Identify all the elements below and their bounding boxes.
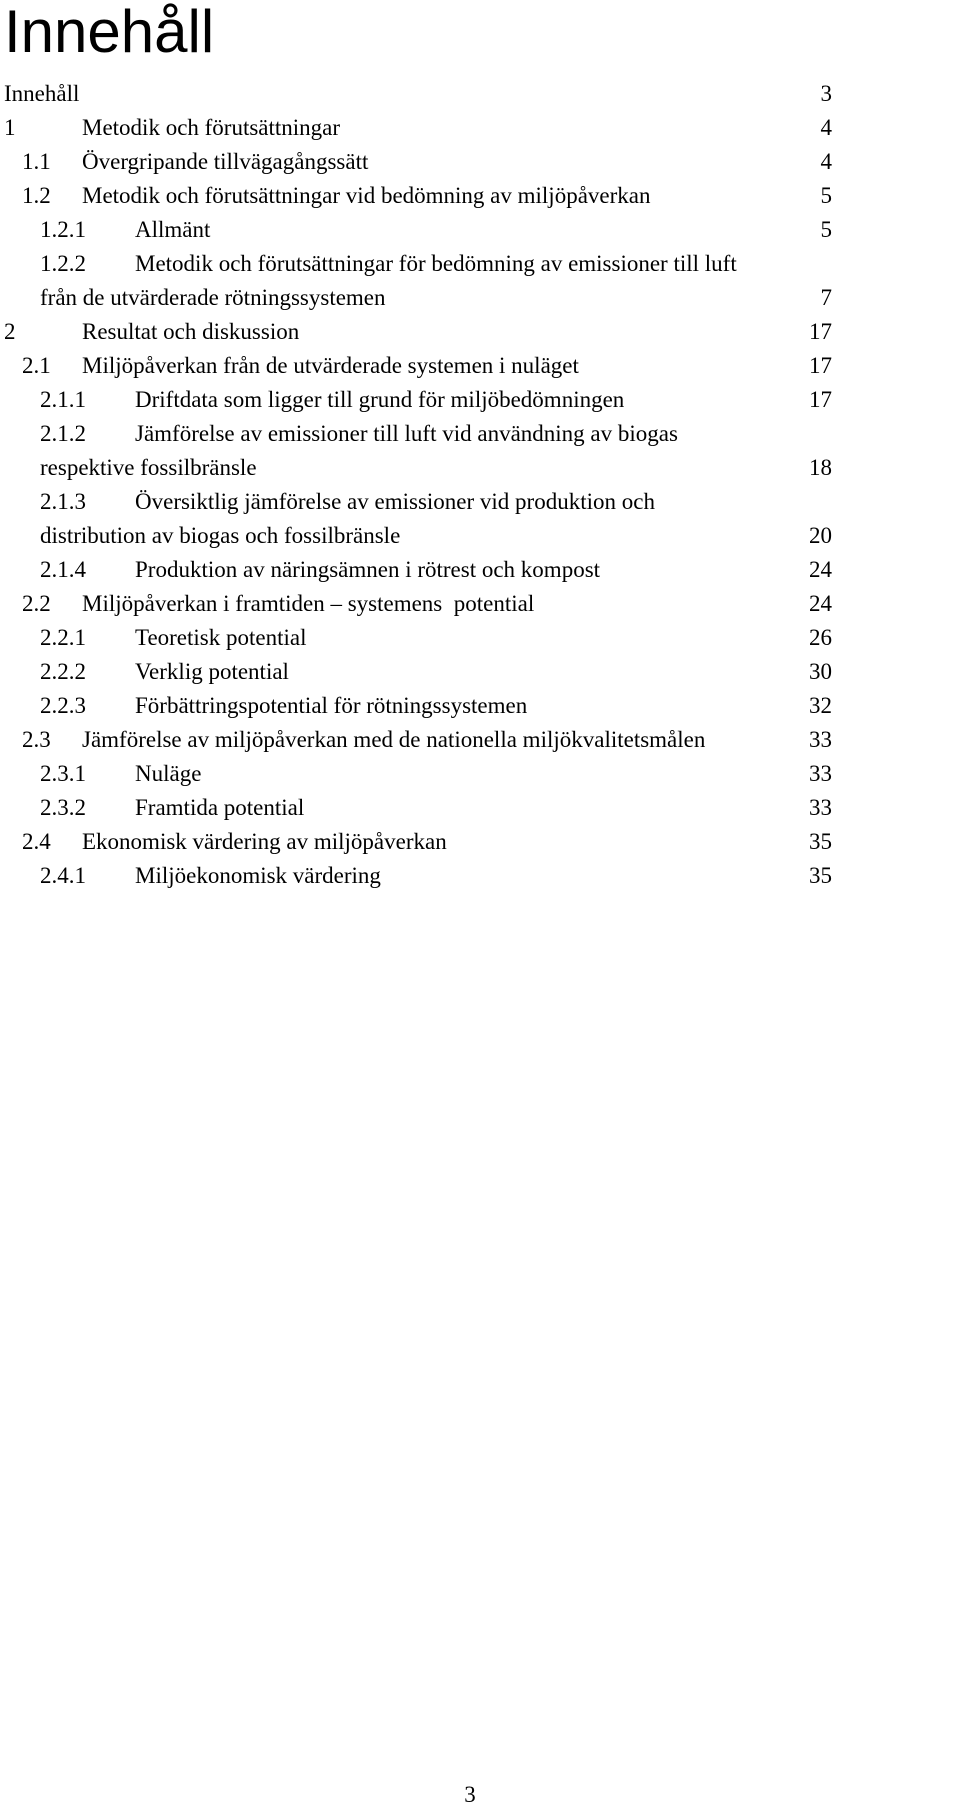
toc-entry-2-4-1[interactable] <box>4 858 832 894</box>
toc-entry-number: 1.2.1 <box>40 217 86 242</box>
toc-entry-2-3-2[interactable] <box>4 790 832 826</box>
toc-entry-number: 2.2.3 <box>40 693 86 718</box>
toc-entry-title: Produktion av näringsämnen i rötrest och kompost <box>135 557 601 582</box>
toc-entry-title: Innehåll <box>4 81 80 106</box>
toc-entry-2-2-2[interactable] <box>4 654 832 690</box>
page-number-footer: 3 <box>464 1782 476 1807</box>
toc-entry-number: 2.3.2 <box>40 795 86 820</box>
toc-entry-number: 2.1.1 <box>40 387 86 412</box>
toc-entry-title: Metodik och förutsättningar för bedömning av emissioner till luft <box>135 251 737 276</box>
toc-entry-2-3[interactable] <box>4 722 832 758</box>
toc-entry-title: Ekonomisk värdering av miljöpåverkan <box>82 829 447 854</box>
toc-entry-2-2-3[interactable] <box>4 688 832 724</box>
toc-entry-title: Miljöpåverkan i framtiden – systemens potential <box>82 591 535 616</box>
toc-entry-2-1-3-continued[interactable] <box>4 518 832 554</box>
toc-entry-2-1-1[interactable] <box>4 382 832 418</box>
toc-entry-title: Jämförelse av emissioner till luft vid användning av biogas <box>135 421 678 446</box>
toc-entry-title: Metodik och förutsättningar <box>82 115 341 140</box>
toc-entry-number: 1 <box>4 115 16 140</box>
toc-entry-page: 5 <box>820 183 832 208</box>
toc-entry-number: 1.1 <box>22 149 51 174</box>
page-heading: Innehåll <box>4 0 215 65</box>
toc-entry-number: 2.1.4 <box>40 557 86 582</box>
toc-entry-page: 32 <box>809 693 832 718</box>
toc-entry-number: 2.1.2 <box>40 421 86 446</box>
toc-entry-page: 17 <box>809 319 832 344</box>
toc-entry-title: Förbättringspotential för rötningssystemen <box>135 693 528 718</box>
toc-entry-page: 5 <box>820 217 832 242</box>
toc-entry-number: 2.2.2 <box>40 659 86 684</box>
toc-entry-title: Översiktlig jämförelse av emissioner vid produktion och <box>135 489 655 514</box>
toc-entry-page: 35 <box>809 863 832 888</box>
toc-entry-title: respektive fossilbränsle <box>40 455 257 480</box>
toc-entry-1-1[interactable] <box>4 144 832 180</box>
toc-entry-page: 7 <box>820 285 832 310</box>
toc-entry-title: distribution av biogas och fossilbränsle <box>40 523 401 548</box>
toc-entry-title: Övergripande tillvägagångssätt <box>82 149 369 174</box>
toc-entry-page: 17 <box>809 353 832 378</box>
toc-entry-title: Verklig potential <box>135 659 289 684</box>
toc-entry-title: Nuläge <box>135 761 202 786</box>
toc-entry-2-1-4[interactable] <box>4 552 832 588</box>
toc-entry-page: 35 <box>809 829 832 854</box>
toc-entry-1-2-2-continued[interactable] <box>4 280 832 316</box>
toc-entry-title: från de utvärderade rötningssystemen <box>40 285 386 310</box>
toc-entry-2-2-1[interactable] <box>4 620 832 656</box>
toc-entry-page: 17 <box>809 387 832 412</box>
toc-entry-page: 20 <box>809 523 832 548</box>
toc-entry-number: 2.1.3 <box>40 489 86 514</box>
toc-entry-page: 26 <box>809 625 832 650</box>
toc-entry-2-1[interactable] <box>4 348 832 384</box>
toc-entry-1-2-1[interactable] <box>4 212 832 248</box>
toc-entry-2-1-2-continued[interactable] <box>4 450 832 486</box>
toc-entry-number: 2.3 <box>22 727 51 752</box>
toc-entry-page: 18 <box>809 455 832 480</box>
toc-entry-page: 24 <box>809 557 832 582</box>
toc-entry-page: 4 <box>820 115 832 140</box>
toc-entry-page: 3 <box>820 81 832 106</box>
toc-entry-title: Allmänt <box>135 217 211 242</box>
toc-entry-2-1-3[interactable] <box>4 484 832 520</box>
toc-entry-page: 4 <box>820 149 832 174</box>
toc-entry-number: 2.2 <box>22 591 51 616</box>
toc-entry-2-4[interactable] <box>4 824 832 860</box>
toc-entry-1-2[interactable] <box>4 178 832 214</box>
toc-entry-2-2[interactable] <box>4 586 832 622</box>
toc-entry-title: Jämförelse av miljöpåverkan med de nationella miljökvalitetsmålen <box>82 727 706 752</box>
toc-entry-number: 1.2 <box>22 183 51 208</box>
toc-entry-title: Metodik och förutsättningar vid bedömning av miljöpåverkan <box>82 183 651 208</box>
toc-entry-1[interactable] <box>4 110 832 146</box>
toc-entry-number: 2.1 <box>22 353 51 378</box>
toc-entry-page: 33 <box>809 727 832 752</box>
toc-entry-title: Driftdata som ligger till grund för miljöbedömningen <box>135 387 625 412</box>
toc-entry-1-2-2[interactable] <box>4 246 832 282</box>
toc-entry-title: Resultat och diskussion <box>82 319 300 344</box>
toc-entry-title: Teoretisk potential <box>135 625 307 650</box>
toc-entry-number: 2.4 <box>22 829 51 854</box>
toc-entry-number: 1.2.2 <box>40 251 86 276</box>
toc-entry-title: Miljöpåverkan från de utvärderade systemen i nuläget <box>82 353 579 378</box>
toc-entry-number: 2.2.1 <box>40 625 86 650</box>
toc-entry-number: 2.4.1 <box>40 863 86 888</box>
toc-entry-page: 24 <box>809 591 832 616</box>
toc-entry-number: 2.3.1 <box>40 761 86 786</box>
toc-entry-number: 2 <box>4 319 16 344</box>
toc-entry-title: Miljöekonomisk värdering <box>135 863 381 888</box>
toc-entry-title: Framtida potential <box>135 795 305 820</box>
toc-entry-page: 30 <box>809 659 832 684</box>
toc-entry-2-1-2[interactable] <box>4 416 832 452</box>
toc-entry-innehall[interactable] <box>4 76 832 112</box>
toc-entry-2[interactable] <box>4 314 832 350</box>
toc-entry-2-3-1[interactable] <box>4 756 832 792</box>
toc-entry-page: 33 <box>809 795 832 820</box>
toc-entry-page: 33 <box>809 761 832 786</box>
